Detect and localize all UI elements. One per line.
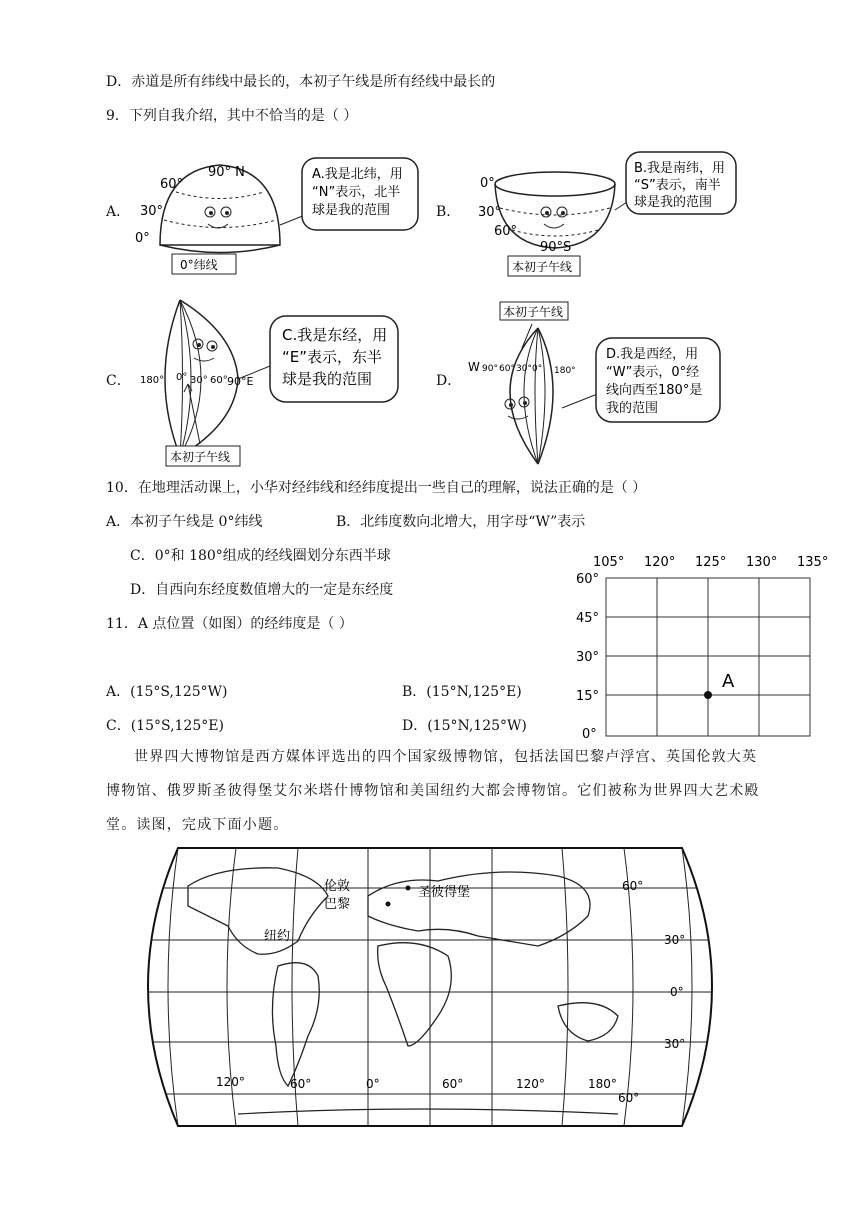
- q10-option-b: B．北纬度数向北增大，用字母“W”表示: [336, 514, 586, 530]
- fig-d-0: 0°: [532, 364, 543, 374]
- map-lat-30s: 30°: [664, 1037, 686, 1051]
- q9-option-a-letter: A．: [106, 204, 131, 220]
- grid-lat-0: 0°: [582, 727, 597, 740]
- st-petersburg-dot: [406, 886, 411, 891]
- q9-option-d-letter: D．: [436, 373, 462, 389]
- fig-b-90s: 90°S: [540, 240, 572, 255]
- fig-c-bubble-line2: “E”表示，东半: [282, 348, 383, 366]
- q9-option-c-letter: C．: [106, 373, 131, 389]
- q10-option-a: A．本初子午线是 0°纬线: [106, 514, 263, 530]
- grid-lat-45: 45°: [576, 611, 600, 626]
- fig-a-bubble-line3: 球是我的范围: [312, 203, 391, 218]
- western-hemisphere-figure: [462, 298, 762, 470]
- fig-b-60: 60°: [494, 224, 518, 239]
- passage-line3: 堂。读图，完成下面小题。: [106, 817, 289, 833]
- grid-lon-120: 120°: [644, 555, 676, 570]
- q8-option-d: D．赤道是所有纬线中最长的，本初子午线是所有经线中最长的: [106, 74, 496, 90]
- map-lat-0: 0°: [670, 985, 684, 999]
- fig-c-60: 60°: [210, 375, 228, 386]
- fig-c-90e: 90°E: [227, 375, 254, 388]
- eastern-hemisphere-figure: [130, 294, 430, 470]
- q11-option-a: A．(15°S,125°W): [106, 684, 228, 700]
- passage-line2: 博物馆、俄罗斯圣彼得堡艾尔米塔什博物馆和美国纽约大都会博物馆。它们被称为世界四大艺术殿: [106, 783, 760, 799]
- fig-b-0: 0°: [480, 176, 495, 191]
- fig-d-30: 30°: [516, 364, 532, 374]
- map-lon-60w: 60°: [290, 1077, 312, 1091]
- northern-hemisphere-figure: [130, 150, 430, 280]
- map-lat-60s: 60°: [618, 1091, 640, 1105]
- fig-d-bubble-line4: 我的范围: [606, 401, 659, 416]
- map-lat-60n: 60°: [622, 879, 644, 893]
- fig-b-bubble-line3: 球是我的范围: [634, 195, 713, 210]
- q9-option-b-letter: B．: [436, 204, 461, 220]
- fig-c-bubble-line1: C.我是东经，用: [282, 326, 388, 344]
- fig-b-bubble-line2: “S”表示，南半: [634, 178, 721, 193]
- grid-lon-135: 135°: [797, 555, 829, 570]
- fig-d-bubble-line3: 线向西至180°是: [606, 383, 703, 398]
- map-lon-180: 180°: [588, 1077, 617, 1091]
- q10-option-d: D．自西向东经度数值增大的一定是东经度: [130, 582, 394, 598]
- point-a-label: A: [722, 671, 735, 692]
- map-lon-120w: 120°: [216, 1075, 245, 1089]
- fig-c-0: 0°: [176, 372, 188, 383]
- q11-stem: 11．A 点位置（如图）的经纬度是（ ）: [106, 616, 353, 632]
- grid-lon-105: 105°: [593, 555, 625, 570]
- grid-lat-60: 60°: [576, 572, 600, 587]
- london-dot: [386, 902, 391, 907]
- fig-c-180: 180°: [140, 375, 165, 386]
- grid-lon-125: 125°: [695, 555, 727, 570]
- fig-d-bubble-line1: D.我是西经，用: [606, 347, 699, 362]
- fig-a-90n: 90° N: [208, 165, 245, 180]
- map-lon-60e: 60°: [442, 1077, 464, 1091]
- q11-option-c: C．(15°S,125°E): [106, 718, 224, 734]
- q11-option-d: D．(15°N,125°W): [402, 718, 527, 734]
- q10-stem: 10．在地理活动课上，小华对经纬线和经纬度提出一些自己的理解，说法正确的是（ ）: [106, 480, 647, 496]
- fig-c-30: 30°: [190, 375, 208, 386]
- lat-lon-grid: [560, 548, 830, 740]
- fig-a-30: 30°: [140, 204, 164, 219]
- grid-lat-30: 30°: [576, 650, 600, 665]
- fig-a-caption: 0°纬线: [180, 258, 218, 272]
- fig-a-0: 0°: [135, 231, 150, 246]
- city-london: 伦敦: [324, 879, 351, 894]
- fig-a-bubble-line2: “N”表示，北半: [312, 185, 401, 200]
- city-st-petersburg: 圣彼得堡: [418, 885, 471, 900]
- fig-a-bubble-line1: A.我是北纬，用: [312, 167, 403, 182]
- fig-d-90: 90°: [482, 364, 498, 374]
- fig-d-w: W: [468, 360, 480, 374]
- point-a-marker: [704, 691, 712, 699]
- fig-b-30: 30°: [478, 205, 502, 220]
- map-lon-120e: 120°: [516, 1077, 545, 1091]
- southern-hemisphere-figure: [470, 150, 770, 280]
- fig-d-180: 180°: [554, 366, 576, 376]
- fig-c-caption: 本初子午线: [170, 450, 231, 464]
- fig-b-bubble-line1: B.我是南纬，用: [634, 161, 726, 176]
- fig-a-60: 60°: [160, 177, 184, 192]
- fig-d-caption: 本初子午线: [503, 305, 564, 319]
- q9-stem: 9．下列自我介绍，其中不恰当的是（ ）: [106, 108, 358, 124]
- city-paris: 巴黎: [324, 897, 351, 912]
- fig-c-bubble-line3: 球是我的范围: [282, 370, 373, 388]
- world-map: [118, 846, 742, 1136]
- grid-lon-130: 130°: [746, 555, 778, 570]
- q10-option-c: C．0°和 180°组成的经线圈划分东西半球: [130, 548, 391, 564]
- fig-d-60: 60°: [499, 364, 515, 374]
- passage-line1: 世界四大博物馆是西方媒体评选出的四个国家级博物馆，包括法国巴黎卢浮宫、英国伦敦大英: [134, 749, 758, 765]
- fig-d-bubble-line2: “W”表示，0°经: [606, 365, 700, 380]
- fig-b-caption: 本初子午线: [512, 260, 573, 274]
- city-new-york: 纽约: [264, 929, 291, 944]
- map-lat-30n: 30°: [664, 933, 686, 947]
- q11-option-b: B．(15°N,125°E): [402, 684, 522, 700]
- map-lon-0: 0°: [366, 1077, 380, 1091]
- grid-lat-15: 15°: [576, 689, 600, 704]
